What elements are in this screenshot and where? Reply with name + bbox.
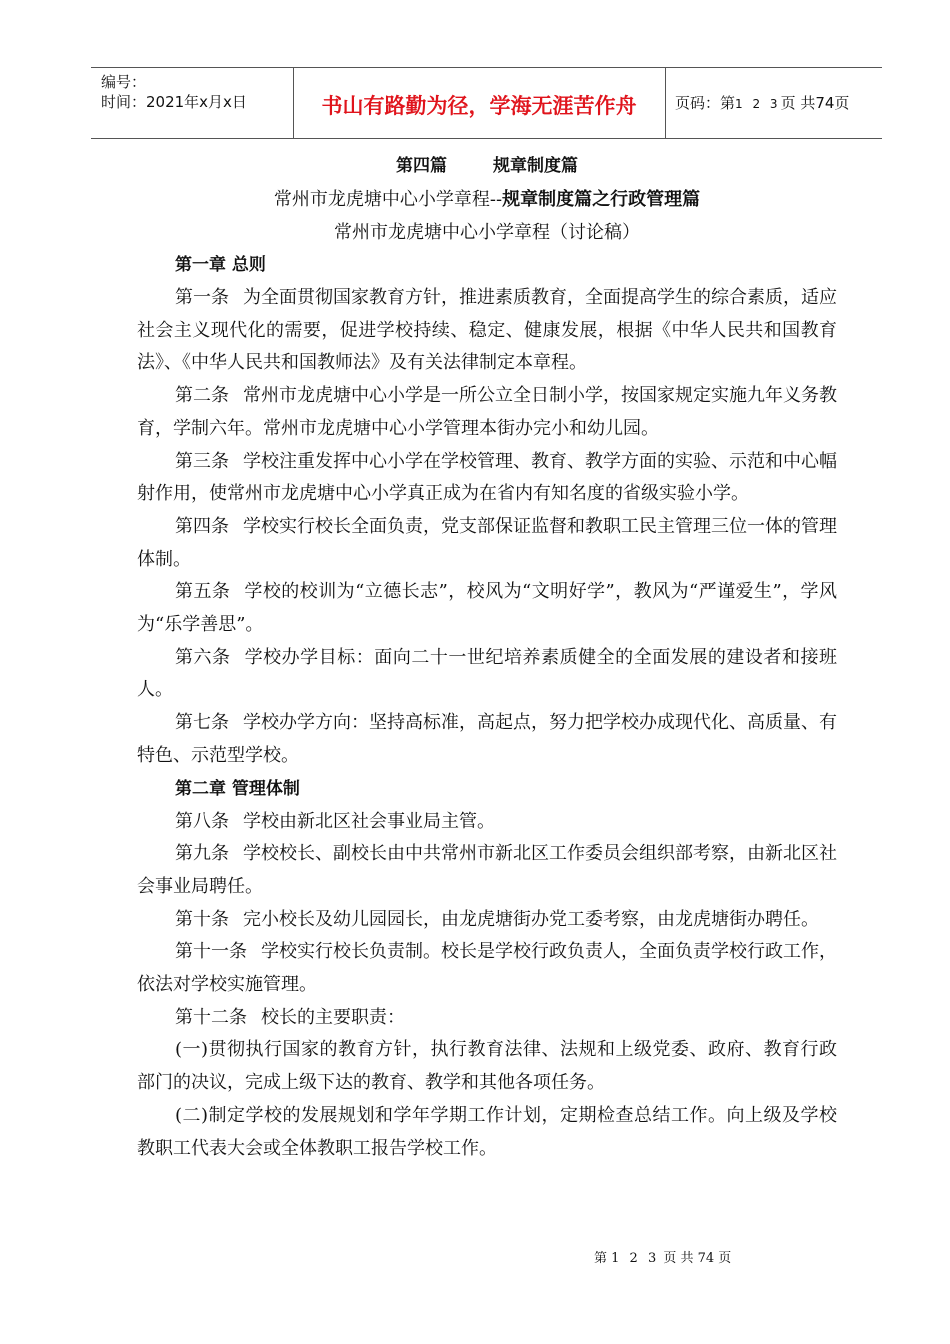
article-label: 第四条 [175,515,229,537]
article-text: 校长的主要职责： [261,1006,405,1028]
page-suffix: 页 共74页 [780,94,850,112]
article [137,642,837,707]
article [137,806,837,839]
article-text: 学校的校训为“立德长志”，校风为“文明好学”，教风为“严谨爱生”，学风为“乐学善思”。 [137,581,838,636]
page-header [91,67,882,139]
article-label: 第十一条 [175,941,247,963]
document-subtitle [137,183,837,216]
article [137,707,837,772]
article [137,380,837,445]
header-divider [665,68,666,138]
article [137,282,837,380]
part-title: 第四篇 规章制度篇 [396,156,578,176]
page-footer [594,1247,731,1266]
article [137,838,837,903]
header-page-info [675,92,880,113]
article-label: 第三条 [175,450,229,472]
header-motto: 书山有路勤为径，学海无涯苦作舟 [321,94,637,118]
article [137,446,837,511]
footer-suffix: 页 共 74 页 [659,1251,732,1266]
article [137,576,837,641]
article-text: 学校办学方向：坚持高标准，高起点，努力把学校办成现代化、高质量、有特色、示范型学校。 [137,712,837,766]
article-text: 学校办学目标：面向二十一世纪培养素质健全的全面发展的建设者和接班人。 [137,646,838,701]
article [137,936,837,1001]
article-label: 第十条 [175,908,229,930]
page-number: 1 2 3 [735,97,781,111]
article-label: 第六条 [175,646,231,668]
footer-prefix: 第 [594,1251,612,1266]
article-text: 学校校长、副校长由中共常州市新北区工作委员会组织部考察，由新北区社会事业局聘任。 [137,843,837,897]
article-label: 第八条 [175,810,229,832]
article-label: 第二条 [175,385,229,407]
article [137,904,837,937]
article-label: 第五条 [175,581,231,603]
page-prefix: 页码：第 [675,94,736,112]
subtitle-bold: 规章制度篇之行政管理篇 [502,189,701,210]
article-text: 为全面贯彻国家教育方针，推进素质教育，全面提高学生的综合素质，适应社会主义现代化的需要，促进学校持续、稳定、健康发展，根据《中华人民共和国教育法》、《中华人民共和国教师法》及有关法律制定本章程。 [137,287,837,374]
article-text: 学校实行校长负责制。校长是学校行政负责人，全面负责学校行政工作，依法对学校实施管理。 [137,941,837,996]
article-text: 完小校长及幼儿园园长，由龙虎塘街办党工委考察，由龙虎塘街办聘任。 [243,908,819,930]
document-body [137,150,837,1165]
time-label: 时间：2021年x月x日 [101,93,247,111]
subtitle-plain: 常州市龙虎塘中心小学章程-- [273,189,503,210]
article-text: 常州市龙虎塘中心小学是一所公立全日制小学，按国家规定实施九年义务教育，学制六年。常州市龙虎塘中心小学管理本街办完小和幼儿园。 [137,385,837,439]
draft-title: 常州市龙虎塘中心小学章程（讨论稿） [334,222,640,243]
article-text: 学校注重发挥中心小学在学校管理、教育、教学方面的实验、示范和中心幅射作用，使常州市龙虎塘中心小学真正成为在省内有知名度的省级实验小学。 [137,450,837,505]
list-item: (二)制定学校的发展规划和学年学期工作计划，定期检查总结工作。向上级及学校教职工代表大会或全体教职工报告学校工作。 [137,1104,837,1159]
article-text: 学校由新北区社会事业局主管。 [243,810,495,832]
article-text: 学校实行校长全面负责，党支部保证监督和教职工民主管理三位一体的管理体制。 [137,515,837,570]
article [137,1002,837,1035]
number-label: 编号： [101,73,147,91]
footer-page-number: 1 2 3 [611,1251,660,1266]
article-label: 第十二条 [175,1006,247,1028]
chapter-heading: 第一章 总则 [175,255,266,275]
header-meta [101,72,291,112]
article-label: 第一条 [175,287,229,308]
article-label: 第九条 [175,843,229,865]
article [137,511,837,576]
chapter-heading: 第二章 管理体制 [175,778,300,799]
article-label: 第七条 [175,712,229,734]
list-item: (一)贯彻执行国家的教育方针，执行教育法律、法规和上级党委、政府、教育行政部门的决议，完成上级下达的教育、教学和其他各项任务。 [137,1039,837,1094]
